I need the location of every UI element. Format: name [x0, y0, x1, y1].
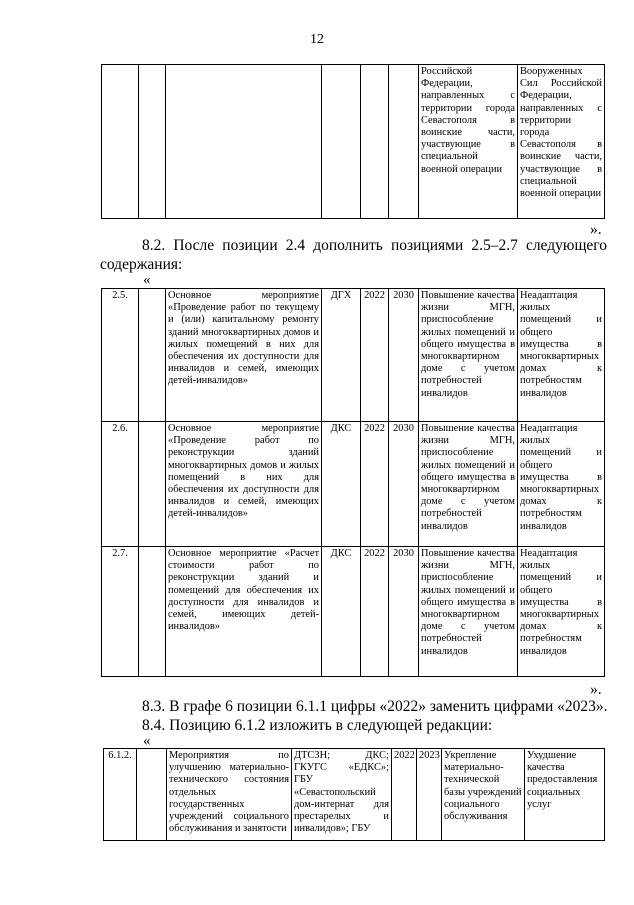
- cell-num: 2.5.: [102, 289, 139, 422]
- paragraph-8-4: 8.4. Позицию 6.1.2 изложить в следующей редакции:: [142, 717, 493, 734]
- paragraph-8-2: 8.2. После позиции 2.4 дополнить позициями 2.5–2.7 следующего содержания:: [100, 237, 607, 273]
- page-number: 12: [310, 32, 324, 47]
- cell-start-year: 2022: [361, 289, 389, 422]
- cell-empty: [139, 547, 166, 677]
- cell-result: Укрепление материально-технической базы учреждений социального обслуживания: [442, 749, 525, 841]
- cell-activity: Мероприятия по улучшению материально-технического состояния отдельных государственных учреждений социального обслуживания и занятости: [167, 749, 292, 841]
- cell-result: Повышение качества жизни МГН, приспособление жилых помещений и общего имущества в многоквартирном доме с учетом потребностей инвалидов: [419, 547, 518, 677]
- cell-activity: Основное мероприятие «Проведение работ по текущему и (или) капитальному ремонту зданий многоквартирных домов и жилых помещений в них для обеспечения их доступности для инвалидов и семей, имеющих детей-инвалидов»: [166, 289, 322, 422]
- table-row: [102, 289, 605, 422]
- cell-executor: ДТСЗН; ДКС; ГКУГС «ЕДКС»; ГБУ «Севастопольский дом-интернат для престарелых и инвалидов»; ГБУ: [292, 749, 392, 841]
- cell-end-year: 2030: [389, 547, 419, 677]
- cell-consequence: Неадаптация жилых помещений и общего имущества в многоквартирных домах к потребностям инвалидов: [518, 422, 605, 547]
- opening-quote: «: [143, 733, 151, 749]
- table-row: [102, 547, 605, 677]
- cell-end-year: 2023: [417, 749, 442, 841]
- cell-num: 2.7.: [102, 547, 139, 677]
- cell-end-year: 2030: [389, 289, 419, 422]
- cell-activity: Основное мероприятие «Расчет стоимости работ по реконструкции зданий и помещений для обеспечения их доступности для инвалидов и семей, имеющих детей-инвалидов»: [166, 547, 322, 677]
- paragraph-8-3: 8.3. В графе 6 позиции 6.1.1 цифры «2022» заменить цифрами «2023».: [142, 698, 608, 715]
- cell-consequence: Ухудшение качества предоставления социальных услуг: [525, 749, 605, 841]
- cell-start-year: 2022: [361, 547, 389, 677]
- cell-result: Повышение качества жизни МГН, приспособление жилых помещений и общего имущества в многоквартирном доме с учетом потребностей инвалидов: [419, 422, 518, 547]
- cell-consequence: Неадаптация жилых помещений и общего имущества в многоквартирных домах к потребностям инвалидов: [518, 289, 605, 422]
- table-positions-2-5-2-7: [101, 288, 605, 677]
- cell-start-year: 2022: [392, 749, 417, 841]
- cell-executor: ДКС: [322, 547, 361, 677]
- cell-executor: ДГХ: [322, 289, 361, 422]
- cell-end-year: [389, 65, 419, 219]
- table-row: [102, 422, 605, 547]
- cell-num: 2.6.: [102, 422, 139, 547]
- cell-empty: [139, 65, 166, 219]
- table-row: [102, 65, 605, 219]
- closing-quote: ».: [590, 681, 602, 698]
- cell-result: Российской Федерации, направленных с территории города Севастополя в воинские части, участвующие в специальной военной операции: [419, 65, 518, 219]
- table-position-6-1-2: [103, 748, 605, 841]
- cell-start-year: 2022: [361, 422, 389, 547]
- cell-result: Повышение качества жизни МГН, приспособление жилых помещений и общего имущества в многоквартирном доме с учетом потребностей инвалидов: [419, 289, 518, 422]
- opening-quote: «: [143, 272, 151, 288]
- cell-executor: ДКС: [322, 422, 361, 547]
- closing-quote: ».: [590, 221, 602, 238]
- cell-executor: [322, 65, 361, 219]
- cell-activity: Основное мероприятие «Проведение работ по реконструкции зданий многоквартирных домов и жилых помещений в них для обеспечения их доступности для инвалидов и семей, имеющих детей-инвалидов»: [166, 422, 322, 547]
- cell-consequence: Вооруженных Сил Российской Федерации, направленных с территории города Севастополя в воинские части, участвующие в специальной военной операции: [518, 65, 605, 219]
- table-continuation: [101, 64, 605, 219]
- cell-start-year: [361, 65, 389, 219]
- cell-consequence: Неадаптация жилых помещений и общего имущества в многоквартирных домах к потребностям инвалидов: [518, 547, 605, 677]
- cell-activity: [166, 65, 322, 219]
- cell-empty: [137, 749, 167, 841]
- cell-empty: [139, 422, 166, 547]
- table-row: [104, 749, 605, 841]
- cell-num: 6.1.2.: [104, 749, 137, 841]
- cell-empty: [139, 289, 166, 422]
- cell-end-year: 2030: [389, 422, 419, 547]
- cell-num: [102, 65, 139, 219]
